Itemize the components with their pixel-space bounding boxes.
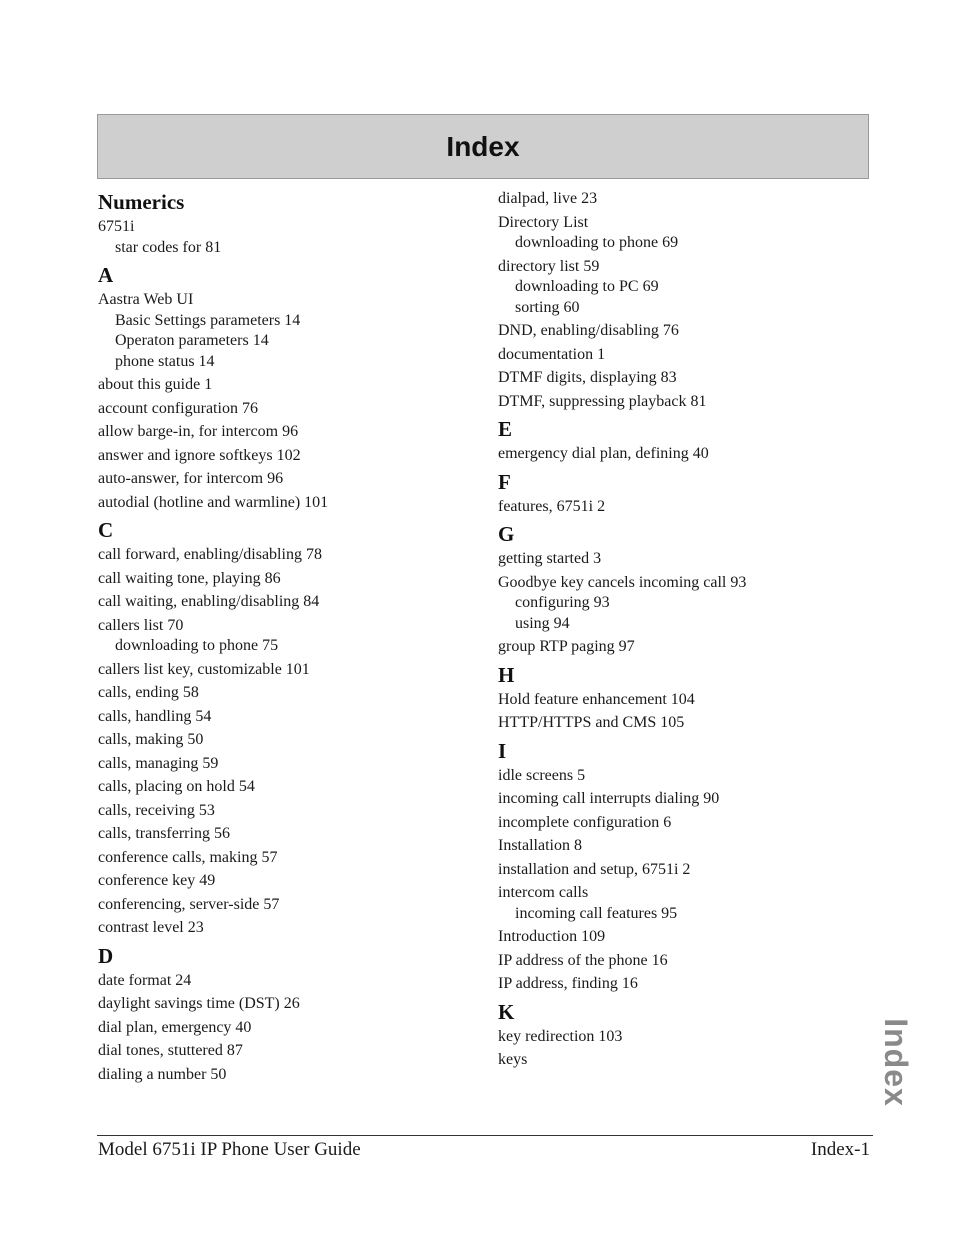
index-entry-term: documentation 1: [498, 345, 606, 363]
footer-divider: [97, 1135, 873, 1136]
index-entry: [498, 927, 878, 948]
index-entry-term: contrast level 23: [98, 919, 204, 936]
index-entry-term: calls, handling 54: [98, 707, 212, 725]
index-entry: [98, 217, 478, 258]
index-entry-term: calls, managing 59: [98, 754, 219, 772]
index-entry: [498, 321, 878, 342]
section-heading: K: [498, 999, 515, 1024]
index-entry: [98, 707, 478, 728]
index-entry-term: dialing a number 50: [98, 1065, 227, 1083]
index-entry: [98, 493, 478, 514]
index-subentry: downloading to PC 69: [515, 278, 659, 295]
index-entry-term: Installation 8: [498, 837, 582, 854]
index-entry-term: calls, receiving 53: [98, 801, 215, 819]
index-entry-term: dial tones, stuttered 87: [98, 1042, 243, 1059]
index-entry-term: calls, placing on hold 54: [98, 778, 255, 795]
index-entry-term: idle screens 5: [498, 766, 586, 784]
index-entry: [98, 290, 478, 372]
index-entry: [98, 469, 478, 490]
index-subentry: sorting 60: [515, 298, 580, 316]
index-entry: [98, 1041, 478, 1062]
index-entry-term: IP address, finding 16: [498, 975, 638, 992]
index-entry-term: call waiting, enabling/disabling 84: [98, 593, 320, 610]
index-entry: [498, 789, 878, 810]
index-entry: [98, 871, 478, 892]
index-entry-term: IP address of the phone 16: [498, 951, 668, 969]
index-entry: [98, 777, 478, 798]
index-entry-term: directory list 59: [498, 257, 600, 275]
index-entry: [498, 573, 878, 635]
index-entry-term: 6751i: [98, 218, 135, 235]
index-entry-term: autodial (hotline and warmline) 101: [98, 493, 329, 511]
index-entry: [498, 813, 878, 834]
index-entry: [98, 918, 478, 939]
index-entry: [98, 754, 478, 775]
index-entry-term: conferencing, server-side 57: [98, 895, 280, 913]
index-entry: [98, 683, 478, 704]
index-entry-term: intercom calls: [498, 884, 589, 901]
index-entry-term: incomplete configuration 6: [498, 813, 672, 831]
index-entry-term: getting started 3: [498, 550, 602, 567]
index-entry-term: daylight savings time (DST) 26: [98, 995, 300, 1012]
index-entry: [98, 375, 478, 396]
index-entry-term: conference calls, making 57: [98, 848, 278, 866]
index-entry: [498, 974, 878, 995]
index-entry: [98, 1018, 478, 1039]
index-entry: [98, 848, 478, 869]
index-entry-term: emergency dial plan, defining 40: [498, 445, 709, 462]
index-entry-term: Directory List: [498, 213, 589, 231]
index-entry: [98, 592, 478, 613]
index-entry-term: group RTP paging 97: [498, 638, 635, 655]
index-entry: [498, 860, 878, 881]
index-entry: [98, 994, 478, 1015]
index-entry: [98, 569, 478, 590]
index-entry: [98, 895, 478, 916]
index-entry-term: key redirection 103: [498, 1027, 623, 1045]
footer-guide-title: Model 6751i IP Phone User Guide: [98, 1139, 361, 1160]
index-entry: [98, 446, 478, 467]
index-entry: [498, 836, 878, 857]
index-entry-term: dial plan, emergency 40: [98, 1018, 252, 1036]
index-entry: [498, 1027, 878, 1048]
index-entry: [498, 189, 878, 210]
index-entry-term: call waiting tone, playing 86: [98, 569, 281, 587]
index-entry-term: DTMF digits, displaying 83: [498, 369, 677, 386]
index-entry: [498, 690, 878, 711]
index-entry: [98, 616, 478, 657]
index-entry-term: installation and setup, 6751i 2: [498, 860, 691, 878]
index-entry: [498, 392, 878, 413]
index-entry-term: about this guide 1: [98, 376, 213, 393]
index-entry-term: conference key 49: [98, 872, 216, 889]
index-entry: [498, 444, 878, 465]
index-entry: [98, 422, 478, 443]
index-entry: [498, 213, 878, 254]
section-heading: C: [98, 518, 114, 542]
index-subentry: incoming call features 95: [515, 904, 678, 922]
index-entry: [98, 824, 478, 845]
side-tab-label: Index: [877, 1017, 914, 1107]
index-entry-term: Hold feature enhancement 104: [498, 690, 695, 708]
index-entry-term: call forward, enabling/disabling 78: [98, 546, 322, 563]
index-entry: [498, 368, 878, 389]
section-heading: G: [498, 522, 515, 546]
index-subentry: star codes for 81: [115, 238, 222, 256]
index-right-column: [498, 189, 878, 1074]
index-entry-term: DTMF, suppressing playback 81: [498, 392, 707, 410]
index-entry-term: HTTP/HTTPS and CMS 105: [498, 714, 685, 731]
index-entry-term: features, 6751i 2: [498, 497, 606, 515]
index-entry-term: date format 24: [98, 971, 192, 989]
index-entry-term: callers list 70: [98, 616, 184, 634]
index-entry-term: answer and ignore softkeys 102: [98, 446, 301, 464]
index-entry-term: Introduction 109: [498, 928, 606, 945]
index-subentry: Operaton parameters 14: [115, 332, 269, 349]
page-title: Index: [446, 130, 520, 162]
section-heading: E: [498, 417, 513, 441]
index-entry: [498, 766, 878, 787]
index-entry: [498, 951, 878, 972]
index-title-bar: [97, 114, 869, 179]
index-entry-term: dialpad, live 23: [498, 190, 598, 207]
index-entry: [498, 549, 878, 570]
index-subentry: Basic Settings parameters 14: [115, 311, 301, 329]
section-heading: F: [498, 469, 511, 494]
index-entry-term: account configuration 76: [98, 399, 258, 417]
index-entry: [498, 257, 878, 319]
side-tab: [852, 1010, 938, 1114]
index-entry: [98, 730, 478, 751]
index-entry-term: Aastra Web UI: [98, 291, 194, 308]
index-entry-term: calls, transferring 56: [98, 825, 230, 842]
section-heading: I: [498, 738, 507, 763]
index-entry-term: DND, enabling/disabling 76: [498, 322, 679, 339]
section-heading: D: [98, 943, 114, 968]
index-subentry: using 94: [515, 614, 570, 632]
section-heading: Numerics: [98, 190, 185, 214]
section-heading: A: [98, 263, 114, 287]
index-entry: [498, 1050, 878, 1071]
index-entry: [98, 801, 478, 822]
index-entry-term: calls, ending 58: [98, 684, 199, 701]
index-subentry: phone status 14: [115, 352, 215, 370]
index-entry: [98, 971, 478, 992]
index-entry: [98, 545, 478, 566]
index-entry-term: calls, making 50: [98, 731, 204, 748]
index-entry: [498, 637, 878, 658]
section-heading: H: [498, 662, 515, 687]
index-entry-term: incoming call interrupts dialing 90: [498, 790, 720, 807]
index-subentry: configuring 93: [515, 594, 610, 611]
index-entry-term: allow barge-in, for intercom 96: [98, 423, 299, 440]
index-entry-term: auto-answer, for intercom 96: [98, 470, 284, 487]
index-subentry: downloading to phone 75: [115, 637, 279, 654]
index-entry: [98, 1065, 478, 1086]
index-entry-term: Goodbye key cancels incoming call 93: [498, 573, 747, 591]
index-subentry: downloading to phone 69: [515, 234, 679, 251]
footer-page-number: Index-1: [810, 1139, 870, 1160]
index-entry: [498, 883, 878, 924]
index-entry: [498, 345, 878, 366]
index-entry: [98, 660, 478, 681]
index-entry-term: keys: [498, 1051, 528, 1068]
index-entry: [498, 497, 878, 518]
index-left-column: [98, 189, 478, 1088]
index-entry: [498, 713, 878, 734]
index-entry-term: callers list key, customizable 101: [98, 660, 310, 678]
index-entry: [98, 399, 478, 420]
